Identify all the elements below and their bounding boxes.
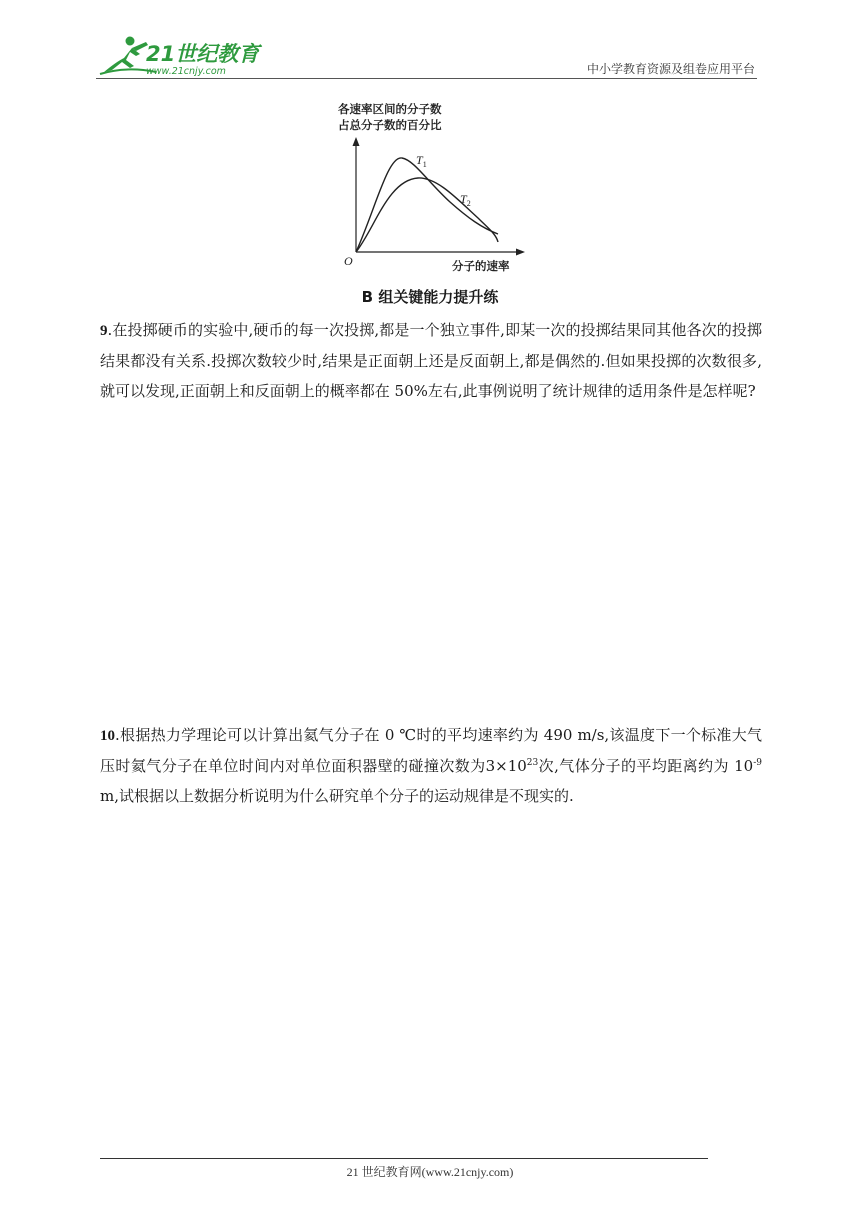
- speed-distribution-figure: [330, 100, 530, 278]
- y-axis-arrow-icon: [353, 137, 360, 146]
- question-9-number: 9: [100, 323, 108, 339]
- y-axis-label-line2: 占总分子数的百分比: [338, 118, 442, 132]
- curve-t2: [356, 178, 498, 252]
- x-axis-label: 分子的速率: [452, 259, 510, 273]
- question-10-exponent-neg9: -9: [753, 758, 763, 768]
- curve-t1: [356, 158, 498, 252]
- curve-t1-label: T: [416, 153, 423, 167]
- origin-label: O: [344, 254, 353, 268]
- section-title: B 组关键能力提升练: [361, 288, 499, 306]
- question-10-text-a: .根据热力学理论可以计算出氦气分子在 0 ℃时的平均速率约为 490 m/s,该温度下一个标准大气压时氦气分子在单位时间内对单位面积器壁的碰撞次数为3×10: [100, 726, 762, 775]
- question-10-exponent-23: 23: [526, 758, 539, 768]
- svg-text:T2: [460, 192, 471, 208]
- logo-url: www.21cnjy.com: [146, 66, 226, 77]
- svg-text:T1: [416, 153, 427, 169]
- question-10-text-c: m,试根据以上数据分析说明为什么研究单个分子的运动规律是不现实的.: [100, 787, 574, 805]
- question-10: [100, 720, 762, 811]
- logo-text: 21世纪教育: [146, 42, 260, 66]
- question-10-number: 10: [100, 728, 115, 744]
- question-9-text: .在投掷硬币的实验中,硬币的每一次投掷,都是一个独立事件,即某一次的投掷结果同其他各次的投掷结果都没有关系.投掷次数较少时,结果是正面朝上还是反面朝上,都是偶然的.但如果投掷的次数很多,就可以发现,正面朝上和反面朝上的概率都在 50%左右,此事例说明了统计规律的适用条件是怎样呢?: [100, 321, 762, 400]
- question-10-text-b: 次,气体分子的平均距离约为 10: [538, 757, 754, 775]
- site-logo: [96, 32, 266, 78]
- y-axis-label-line1: 各速率区间的分子数: [338, 102, 442, 116]
- header-platform-text: 中小学教育资源及组卷应用平台: [586, 62, 755, 76]
- curve-t2-subscript: 2: [466, 199, 471, 208]
- header-divider: [96, 78, 757, 79]
- x-axis-arrow-icon: [516, 249, 525, 256]
- footer-divider: [100, 1158, 708, 1159]
- question-9: [100, 315, 762, 406]
- curve-t1-subscript: 1: [422, 160, 427, 169]
- curve-t2-label: T: [460, 192, 467, 206]
- footer-text[interactable]: 21 世纪教育网(www.21cnjy.com): [346, 1165, 514, 1179]
